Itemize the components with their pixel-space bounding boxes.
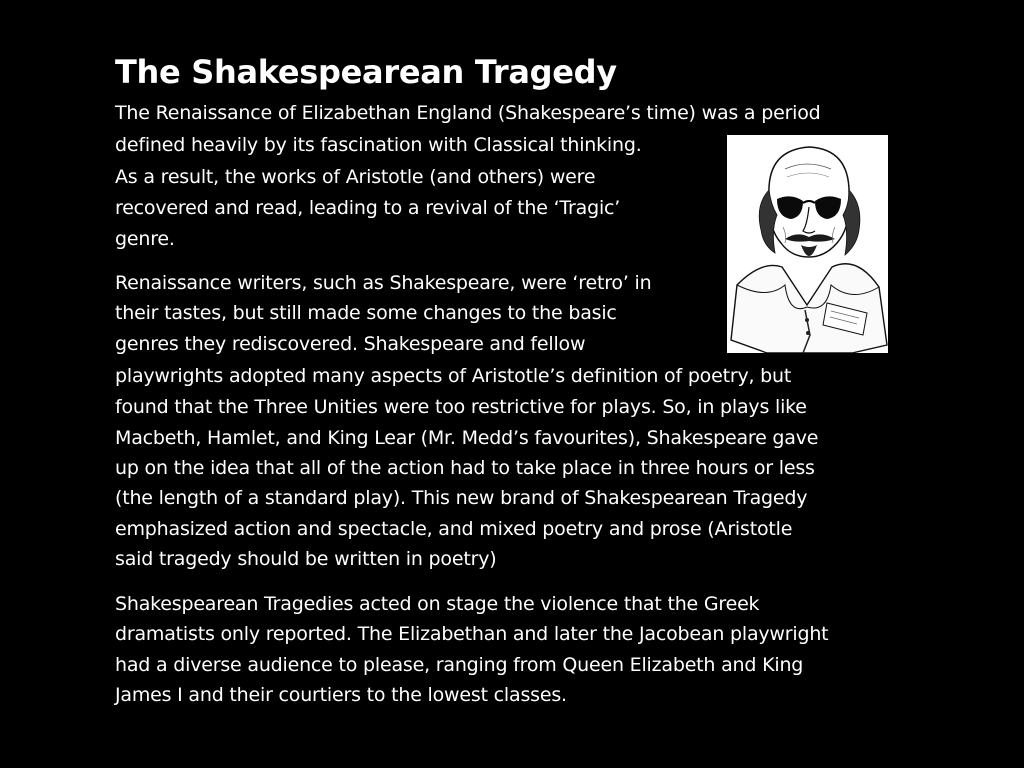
body-line: recovered and read, leading to a revival of the ‘Tragic’ (115, 197, 621, 219)
body-line: As a result, the works of Aristotle (and others) were (115, 166, 596, 188)
body-line: up on the idea that all of the action had to take place in three hours or less (115, 457, 815, 479)
shakespeare-caricature-icon (727, 135, 888, 353)
body-line: emphasized action and spectacle, and mixed poetry and prose (Aristotle (115, 518, 793, 540)
body-line: found that the Three Unities were too restrictive for plays. So, in plays like (115, 396, 807, 418)
body-line: genres they rediscovered. Shakespeare and fellow (115, 333, 586, 355)
body-line: defined heavily by its fascination with Classical thinking. (115, 134, 642, 156)
body-line: their tastes, but still made some changes to the basic (115, 302, 617, 324)
body-line: said tragedy should be written in poetry) (115, 548, 497, 570)
body-line: The Renaissance of Elizabethan England (Shakespeare’s time) was a period (115, 102, 821, 124)
body-line: (the length of a standard play). This new brand of Shakespearean Tragedy (115, 487, 808, 509)
body-line: had a diverse audience to please, ranging from Queen Elizabeth and King (115, 654, 804, 676)
body-line: Macbeth, Hamlet, and King Lear (Mr. Medd’s favourites), Shakespeare gave (115, 427, 819, 449)
body-line: Renaissance writers, such as Shakespeare, were ‘retro’ in (115, 272, 652, 294)
body-line: genre. (115, 228, 175, 250)
body-line: James I and their courtiers to the lowest classes. (115, 684, 567, 706)
body-line: dramatists only reported. The Elizabethan and later the Jacobean playwright (115, 623, 829, 645)
slide-title: The Shakespearean Tragedy (115, 53, 617, 91)
body-line: Shakespearean Tragedies acted on stage the violence that the Greek (115, 593, 760, 615)
body-line: playwrights adopted many aspects of Aristotle’s definition of poetry, but (115, 365, 792, 387)
shakespeare-portrait-image (727, 135, 888, 353)
